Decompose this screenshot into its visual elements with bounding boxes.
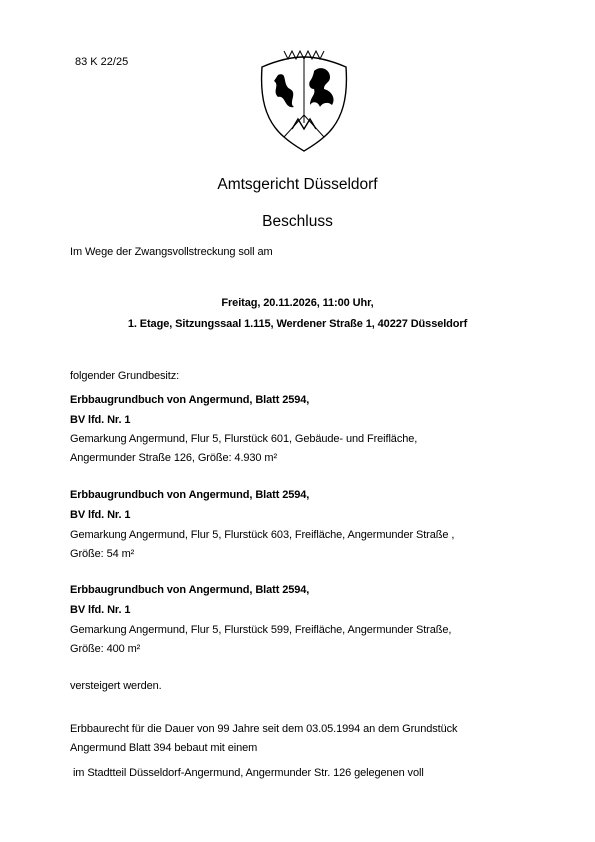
auction-location: 1. Etage, Sitzungssaal 1.115, Werdener Straße 1, 40227 Düsseldorf <box>127 318 468 330</box>
property-3-desc1: Gemarkung Angermund, Flur 5, Flurstück 599, Freifläche, Angermunder Straße, <box>70 624 452 636</box>
auction-phrase: versteigert werden. <box>70 680 162 692</box>
property-1-desc2: Angermunder Straße 126, Größe: 4.930 m² <box>70 452 278 464</box>
erbbau-line-1: Erbbaurecht für die Dauer von 99 Jahre seit dem 03.05.1994 an dem Grundstück <box>70 723 458 735</box>
nrw-coat-of-arms-icon <box>254 45 354 155</box>
erbbau-line-3: im Stadtteil Düsseldorf-Angermund, Angermunder Str. 126 gelegenen voll <box>70 767 424 779</box>
property-2-desc2: Größe: 54 m² <box>70 548 135 560</box>
erbbau-line-2: Angermund Blatt 394 bebaut mit einem <box>70 742 258 754</box>
property-3-desc2: Größe: 400 m² <box>70 643 141 655</box>
court-name: Amtsgericht Düsseldorf <box>217 176 378 193</box>
property-1-register: Erbbaugrundbuch von Angermund, Blatt 2594, <box>70 394 310 406</box>
property-2-register: Erbbaugrundbuch von Angermund, Blatt 2594, <box>70 489 310 501</box>
property-1-desc1: Gemarkung Angermund, Flur 5, Flurstück 601, Gebäude- und Freifläche, <box>70 433 418 445</box>
property-3-register: Erbbaugrundbuch von Angermund, Blatt 2594, <box>70 584 310 596</box>
property-2-item: BV lfd. Nr. 1 <box>70 509 131 521</box>
document-title: Beschluss <box>262 213 333 230</box>
intro-text: Im Wege der Zwangsvollstreckung soll am <box>70 246 273 258</box>
auction-date: Freitag, 20.11.2026, 11:00 Uhr, <box>221 297 374 309</box>
property-heading: folgender Grundbesitz: <box>70 370 180 382</box>
property-1-item: BV lfd. Nr. 1 <box>70 414 131 426</box>
case-number: 83 K 22/25 <box>75 56 129 68</box>
property-2-desc1: Gemarkung Angermund, Flur 5, Flurstück 603, Freifläche, Angermunder Straße , <box>70 529 455 541</box>
property-3-item: BV lfd. Nr. 1 <box>70 604 131 616</box>
